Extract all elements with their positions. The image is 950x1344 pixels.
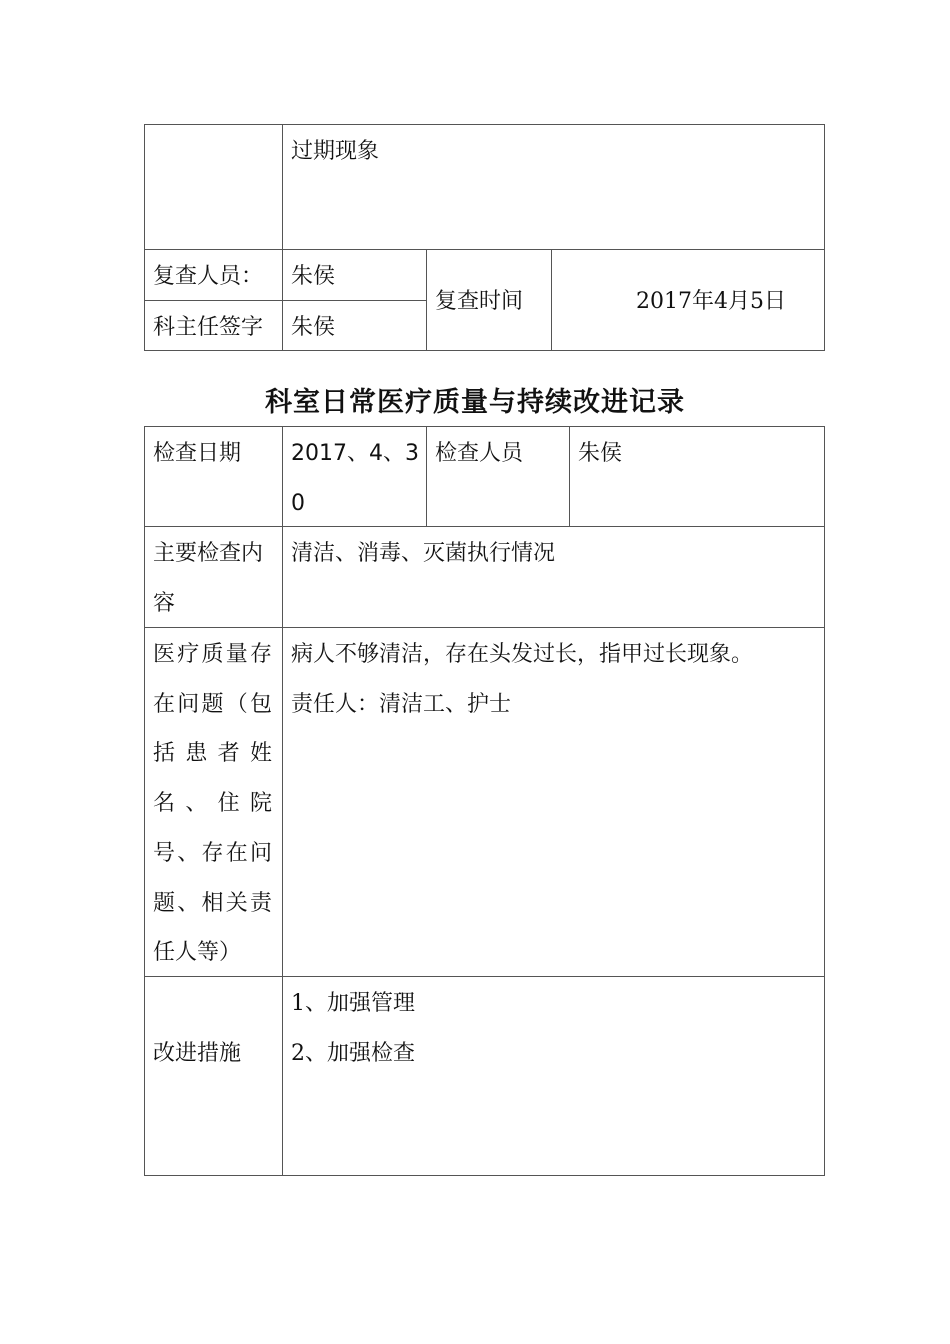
- inspector-label: 检查人员: [435, 441, 524, 466]
- measure-item: 1、加强管理: [291, 991, 415, 1016]
- table-border: [144, 426, 145, 1176]
- director-sign-value: 朱侯: [291, 315, 336, 340]
- table-border: [144, 124, 145, 351]
- table-border: [144, 976, 825, 977]
- content-label-wrap: 容: [153, 591, 176, 616]
- problem-label-line: 任人等）: [153, 940, 242, 965]
- check-date-label: 检查日期: [153, 441, 242, 466]
- problem-description: 病人不够清洁，存在头发过长，指甲过长现象。: [291, 642, 754, 667]
- problem-label-line: 题、相关责: [153, 891, 272, 916]
- table-border: [144, 1175, 825, 1176]
- table-border: [144, 124, 825, 125]
- continued-problem-text: 过期现象: [291, 139, 380, 164]
- table-border: [551, 249, 552, 351]
- problem-label-line: 括患者姓: [153, 741, 272, 766]
- measure-item: 2、加强检查: [291, 1041, 415, 1066]
- page-title: 科室日常医疗质量与持续改进记录: [265, 387, 685, 418]
- problem-label-line: 号、存在问: [153, 841, 272, 866]
- director-sign-label: 科主任签字: [153, 315, 264, 340]
- table-border: [824, 426, 825, 1176]
- table-border: [144, 627, 825, 628]
- table-border: [569, 426, 570, 527]
- table-border: [426, 426, 427, 527]
- recheck-person-value: 朱侯: [291, 264, 336, 289]
- table-border: [144, 249, 825, 250]
- problem-label-line: 在问题（包: [153, 692, 272, 717]
- problem-label-line: 名、住院: [153, 791, 272, 816]
- recheck-time-value: 2017年4月5日: [636, 289, 786, 314]
- recheck-time-label: 复查时间: [435, 289, 524, 314]
- table-border: [144, 300, 426, 301]
- table-border: [144, 526, 825, 527]
- table-border: [144, 350, 825, 351]
- responsible-person: 责任人：清洁工、护士: [291, 692, 512, 717]
- table-border: [824, 124, 825, 351]
- check-date-value-wrap: 0: [291, 491, 305, 516]
- table-border: [282, 124, 283, 351]
- problem-label-line: 医疗质量存: [153, 642, 272, 667]
- check-date-value: 2017、4、3: [291, 441, 419, 466]
- table-border: [282, 426, 283, 1176]
- table-border: [426, 249, 427, 351]
- table-border: [144, 426, 825, 427]
- content-label: 主要检查内: [153, 541, 264, 566]
- inspector-value: 朱侯: [578, 441, 623, 466]
- recheck-person-label: 复查人员：: [153, 264, 264, 289]
- content-value: 清洁、消毒、灭菌执行情况: [291, 541, 556, 566]
- measures-label: 改进措施: [153, 1041, 242, 1066]
